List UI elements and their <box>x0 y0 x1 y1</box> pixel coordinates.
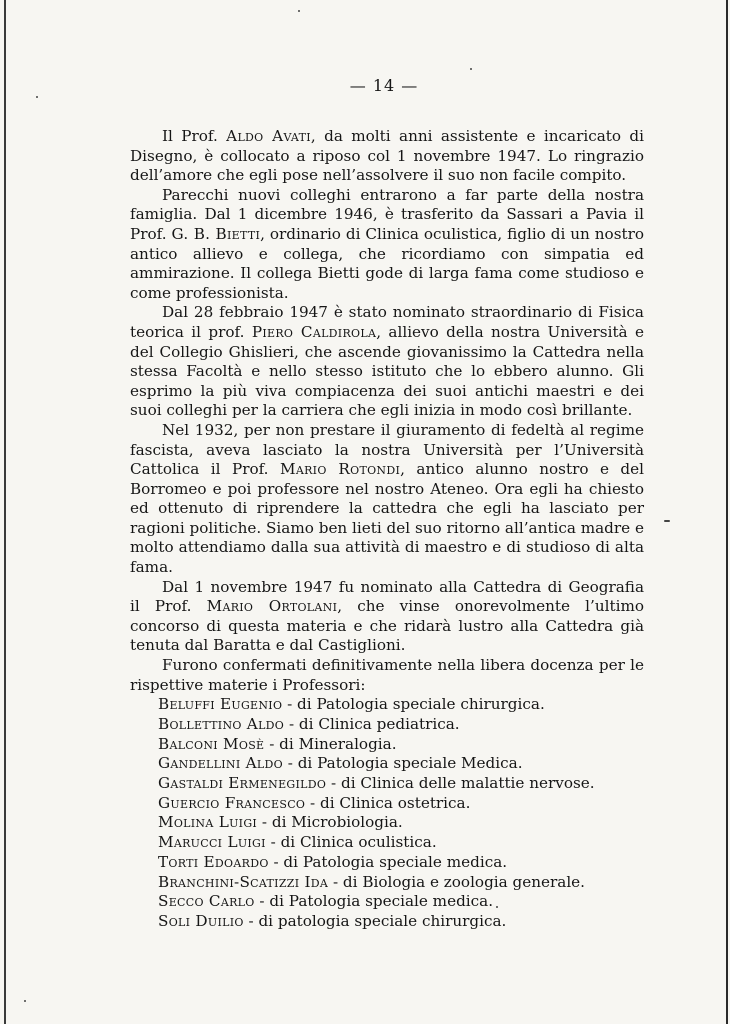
docente-item <box>158 695 644 715</box>
docente-materia: - di Clinica pediatrica. <box>284 714 460 733</box>
paragraph-text: Il Prof. <box>162 127 227 145</box>
docente-name: Torti Edoardo <box>158 852 269 871</box>
scan-speck <box>36 96 38 98</box>
scan-left-border <box>4 0 6 1024</box>
paragraph-text: , che vinse onorevolmente l’ultimo concorso di questa materia e che ridarà lustro alla Cattedra già tenuta dal Baratta e dal Castiglioni. <box>130 597 644 655</box>
docente-materia: - di Clinica delle malattie nervose. <box>326 774 595 793</box>
docenti-list <box>130 695 644 931</box>
paragraph <box>130 186 644 304</box>
docente-materia: - di Patologia speciale Medica. <box>282 754 523 773</box>
docente-materia: - di Microbiologia. <box>257 813 403 832</box>
docente-materia: - di Patologia speciale medica. <box>254 892 494 911</box>
person-name: Aldo Avati <box>226 127 311 145</box>
person-name: Mario Ortolani <box>206 597 338 616</box>
docente-materia: - di Clinica oculistica. <box>265 833 437 852</box>
docente-item <box>158 833 644 853</box>
docente-item <box>158 912 644 932</box>
docente-name: Soli Duilio <box>158 911 244 930</box>
paragraph <box>130 127 644 186</box>
docente-name: Molina Luigi <box>158 813 258 832</box>
docente-item <box>158 735 644 755</box>
paragraph-text: Nel 1932, per non prestare il giuramento di fedeltà al regime fascista, aveva lasciato la nostra Università per l’Università Cattolica il Prof. <box>130 420 644 479</box>
docente-name: Beluffi Eugenio <box>158 695 283 714</box>
docente-name: Branchini-Scatizzi Ida <box>158 872 329 891</box>
docente-name: Secco Carlo <box>158 892 255 911</box>
docente-item <box>158 794 644 814</box>
paragraph-text: , antico alunno nostro e del Borromeo e poi professore nel nostro Ateneo. Ora egli ha chiesto ed ottenuto di riprendere la cattedra che egli ha lasciato per ragioni politiche. Siamo ben lieti del suo ritorno all’antica madre e molto attendiamo dalla sua attività di maestro e di studioso di alta fama. <box>130 460 644 577</box>
paragraph-text: , allievo della nostra Università e del Collegio Ghislieri, che ascende giovanissimo la Cattedra nella stessa Facoltà e nello stesso istituto che lo ebbero alunno. Gli esprimo la più viva compiacenza dei suoi antichi maestri e dei suoi colleghi per la carriera che egli inizia in modo così brillante. <box>130 322 644 420</box>
docente-name: Guercio Francesco <box>158 793 306 812</box>
docente-item <box>158 873 644 893</box>
docente-name: Gastaldi Ermenegildo <box>158 774 327 793</box>
paragraphs <box>130 127 644 656</box>
docente-item <box>158 813 644 833</box>
docente-item <box>158 892 644 912</box>
docente-materia: - di Patologia speciale medica. <box>268 852 508 871</box>
docente-name: Bollettino Aldo <box>158 714 285 733</box>
paragraph-text: Dal 1 novembre 1947 fu nominato alla Cattedra di Geografia il Prof. <box>130 577 644 616</box>
scan-speck <box>24 1000 26 1002</box>
docente-item <box>158 715 644 735</box>
person-name: G. B. Bietti <box>171 224 261 243</box>
docente-materia: - di Patologia speciale chirurgica. <box>282 695 545 714</box>
paragraph <box>130 303 644 421</box>
person-name: Mario Rotondi <box>280 460 401 479</box>
paragraph-text: , ordinario di Clinica oculistica, figlio di un nostro antico allievo e collega, che ricordiamo con simpatia ed ammirazione. Il collega Bietti gode di larga fama come studioso e come professionista. <box>130 224 644 302</box>
docente-name: Marucci Luigi <box>158 833 266 852</box>
docenza-intro: Furono confermati definitivamente nella libera docenza per le rispettive materie i Professori: <box>130 656 644 694</box>
docente-materia: - di Mineralogia. <box>264 734 397 753</box>
scan-right-border <box>726 0 728 1024</box>
docente-item <box>158 774 644 794</box>
docente-item <box>158 754 644 774</box>
docente-item <box>158 853 644 873</box>
page-body <box>130 127 644 932</box>
paragraph-text: Dal 28 febbraio 1947 è stato nominato straordinario di Fisica teorica il prof. <box>130 303 644 341</box>
scan-speck <box>298 10 300 12</box>
paragraph <box>130 578 644 656</box>
docente-name: Gandellini Aldo <box>158 754 283 773</box>
paragraph-text: , da molti anni assistente e incaricato di Disegno, è collocato a riposo col 1 novembre 1947. Lo ringrazio dell’amore che egli pose nell’assolvere il suo non facile compito. <box>130 127 644 185</box>
person-name: Piero Caldirola <box>251 322 377 341</box>
paragraph-text: Parecchi nuovi colleghi entrarono a far parte della nostra famiglia. Dal 1 dicembre 1946, è trasferito da Sassari a Pavia il Prof. <box>130 185 644 243</box>
page-number: — 14 — <box>349 76 419 95</box>
docente-materia: - di patologia speciale chirurgica. <box>243 911 507 930</box>
scan-speck <box>664 520 670 522</box>
docente-name: Balconi Mosè <box>158 734 265 753</box>
docente-materia: - di Biologia e zoologia generale. <box>328 872 585 891</box>
scan-speck <box>470 68 472 70</box>
paragraph <box>130 421 644 578</box>
docente-materia: - di Clinica ostetrica. <box>305 793 471 812</box>
